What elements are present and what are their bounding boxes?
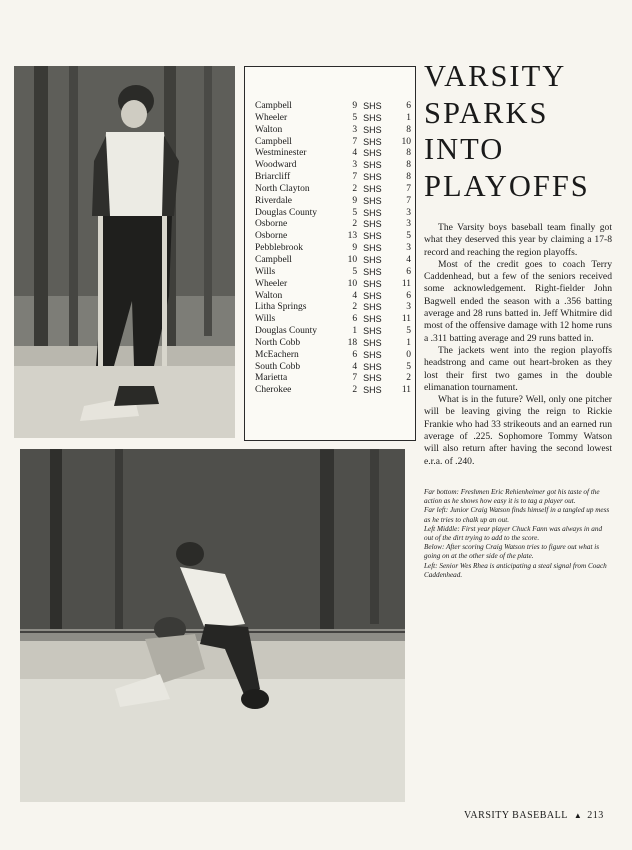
score-row [255,148,411,160]
team-score: 3 [406,243,411,254]
team-name: SHS [363,183,382,194]
team-name: SHS [363,337,382,348]
headline-line-3: INTO [424,132,505,166]
opponent-score: 7 [352,373,358,384]
headline-line-1: VARSITY [424,59,567,93]
opponent-name: Woodward [255,160,297,171]
page-footer [464,810,614,821]
score-row [255,338,411,350]
team-name: SHS [363,112,382,123]
team-name: SHS [363,124,382,135]
opponent-score: 9 [352,243,358,254]
opponent-name: McEachern [255,349,299,360]
score-row [255,314,411,326]
opponent-score: 6 [352,314,358,325]
team-name: SHS [363,349,382,360]
team-score: 8 [406,148,411,159]
caption-left: Left: Senior Wes Rhea is anticipating a steal signal from Coach Caddenhead. [424,561,607,579]
photo-player-on-base [14,66,235,438]
opponent-name: South Cobb [255,361,301,372]
opponent-name: Osborne [255,231,288,242]
page-headline [424,58,624,204]
opponent-score: 1 [352,326,358,337]
season-scores-table [255,101,411,397]
team-score: 11 [401,385,411,396]
headline-line-2: SPARKS [424,95,549,130]
score-row [255,385,411,397]
team-score: 10 [401,136,411,147]
opponent-score: 7 [352,136,358,147]
team-score: 3 [406,302,411,313]
photo-player-on-base-image [14,66,235,438]
score-row [255,113,411,125]
score-row [255,231,411,243]
score-row [255,125,411,137]
score-row [255,373,411,385]
score-row [255,208,411,220]
opponent-name: North Clayton [255,183,310,194]
article-paragraph: The Varsity boys baseball team finally got what they deserved this year by claiming a 17-8 record and reaching the region playoffs. [424,222,612,258]
article-paragraph: What is in the future? Well, only one pitcher will be leaving giving the reign to Rickie Frankie who had 33 strikeouts and an earned run average of .225. Sophomore Tommy Watson will also return after having the second lowest e.r.a. of .240. [424,394,612,467]
score-row [255,267,411,279]
team-name: SHS [363,136,382,147]
team-score: 7 [406,183,411,194]
team-score: 5 [406,361,411,372]
opponent-score: 2 [352,219,358,230]
opponent-name: Campbell [255,101,292,111]
opponent-score: 10 [347,278,358,289]
team-score: 3 [406,207,411,218]
team-score: 11 [401,278,411,289]
team-score: 4 [406,254,411,265]
team-name: SHS [363,231,382,242]
caption-far-left: Far left: Junior Craig Watson finds himself in a tangled up mess as he tries to chalk up an out. [424,506,610,524]
team-name: SHS [363,101,382,111]
opponent-score: 18 [347,337,358,348]
team-score: 7 [406,195,411,206]
team-score: 1 [406,337,411,348]
team-score: 8 [406,124,411,135]
team-name: SHS [363,148,382,159]
photo-captions [424,488,612,580]
opponent-name: Pebblebrook [255,243,304,254]
article-body [424,222,612,468]
caption-left-middle: Left Middle: First year player Chuck Fann was always in and out of the dirt trying to add to the score. [424,524,603,543]
score-row [255,302,411,314]
score-row [255,137,411,149]
article-paragraph: Most of the credit goes to coach Terry Caddenhead, but a few of the seniors received some acknowledgement. Right-fielder John Bagwell ended the season with a .356 batting average and 28 runs batted in. Jeff Whitmire did most of the offensive damage with 12 home runs a .311 batting average and 29 runs batted in. [424,258,612,344]
photo-tag-play-image [20,449,405,802]
score-row [255,350,411,362]
opponent-name: North Cobb [255,337,301,348]
opponent-score: 3 [352,160,358,171]
score-row [255,279,411,291]
caption-below: Below: After scoring Craig Watson tries to figure out what is going on at the other side of the plate. [424,543,600,561]
score-row [255,196,411,208]
opponent-score: 5 [352,266,358,277]
score-row [255,291,411,303]
photo-tag-play [20,449,405,802]
caption-far-bottom: Far bottom: Freshmen Eric Rehienheimer got his taste of the action as he shows how easy it is to tag a player out. [424,488,600,506]
page-number: 213 [587,810,604,821]
article-paragraph: The jackets went into the region playoffs headstrong and came out heart-broken as they lost their first two games in the double elimanation tournament. [424,344,612,393]
team-name: SHS [363,219,382,230]
opponent-name: Westminester [255,148,307,159]
team-score: 8 [406,160,411,171]
opponent-score: 4 [352,148,358,159]
opponent-score: 4 [352,361,358,372]
opponent-score: 3 [352,124,358,135]
team-name: SHS [363,254,382,265]
opponent-score: 2 [352,385,358,396]
footer-section-title: VARSITY BASEBALL [464,810,568,821]
opponent-name: Douglas County [255,326,318,337]
team-name: SHS [363,207,382,218]
opponent-score: 5 [352,112,358,123]
score-row [255,255,411,267]
team-name: SHS [363,385,382,396]
team-name: SHS [363,278,382,289]
team-name: SHS [363,302,382,313]
score-row [255,172,411,184]
opponent-score: 2 [352,183,358,194]
score-row [255,243,411,255]
team-score: 3 [406,219,411,230]
opponent-name: Douglas County [255,207,318,218]
team-name: SHS [363,266,382,277]
team-name: SHS [363,361,382,372]
score-row [255,362,411,374]
opponent-name: Campbell [255,136,292,147]
team-score: 5 [406,231,411,242]
opponent-name: Wheeler [255,278,288,289]
opponent-score: 7 [352,172,358,183]
opponent-score: 6 [352,349,358,360]
season-scores-box [244,66,416,441]
team-name: SHS [363,373,382,384]
team-score: 0 [406,349,411,360]
team-name: SHS [363,160,382,171]
score-row [255,160,411,172]
opponent-name: Walton [255,290,283,301]
team-name: SHS [363,243,382,254]
score-row [255,101,411,113]
team-score: 5 [406,326,411,337]
team-score: 6 [406,101,411,111]
opponent-name: Cherokee [255,385,292,396]
team-name: SHS [363,172,382,183]
opponent-score: 2 [352,302,358,313]
team-name: SHS [363,290,382,301]
team-score: 6 [406,290,411,301]
team-name: SHS [363,314,382,325]
opponent-name: Marietta [255,373,288,384]
opponent-name: Briarcliff [255,172,291,183]
opponent-score: 4 [352,290,358,301]
team-score: 8 [406,172,411,183]
opponent-name: Campbell [255,254,292,265]
opponent-name: Wheeler [255,112,288,123]
opponent-name: Walton [255,124,283,135]
team-score: 6 [406,266,411,277]
opponent-name: Osborne [255,219,288,230]
opponent-score: 10 [347,254,358,265]
team-name: SHS [363,195,382,206]
opponent-score: 5 [352,207,358,218]
opponent-score: 13 [347,231,358,242]
opponent-name: Riverdale [255,195,292,206]
opponent-name: Wills [255,266,276,277]
team-score: 11 [401,314,411,325]
score-row [255,326,411,338]
headline-line-4: PLAYOFFS [424,168,590,203]
team-score: 2 [406,373,411,384]
triangle-icon: ▲ [573,811,583,820]
opponent-score: 9 [352,195,358,206]
score-row [255,184,411,196]
opponent-score: 9 [352,101,358,111]
team-score: 1 [406,112,411,123]
opponent-name: Wills [255,314,276,325]
team-name: SHS [363,326,382,337]
score-row [255,219,411,231]
opponent-name: Litha Springs [255,302,307,313]
